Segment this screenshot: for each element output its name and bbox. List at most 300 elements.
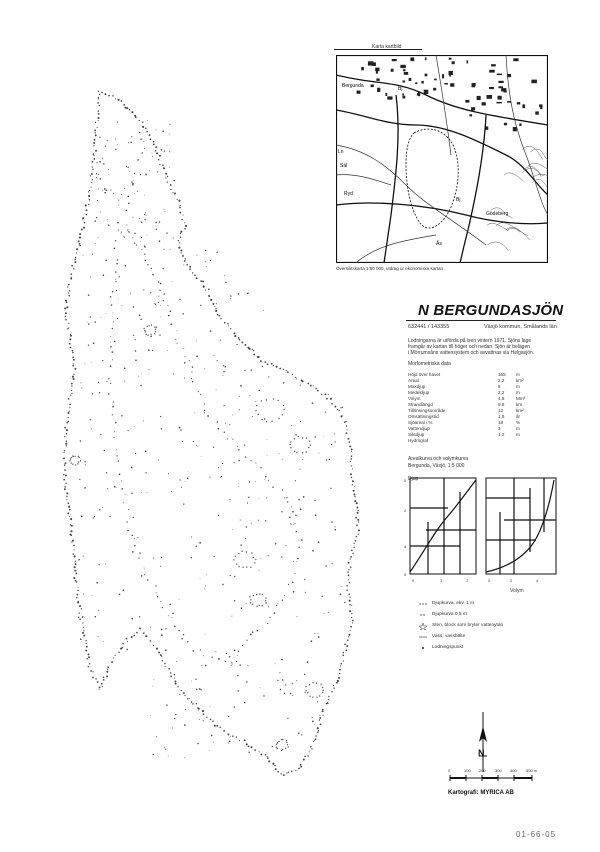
shore-dot — [298, 768, 300, 770]
shore-dot — [268, 480, 269, 481]
shore-dot — [134, 545, 136, 547]
sounding-dot — [204, 589, 205, 590]
sounding-dot — [105, 146, 106, 147]
shore-dot — [71, 385, 72, 386]
sounding-dot — [99, 392, 100, 393]
location-inset-map — [336, 55, 548, 263]
legend-label: Vass, vassbälte — [432, 634, 466, 639]
shore-dot — [339, 669, 341, 671]
shore-dot — [126, 638, 128, 640]
shore-dot — [353, 543, 354, 544]
island-dot — [296, 452, 297, 453]
shore-dot — [191, 371, 192, 372]
shore-dot — [180, 236, 181, 237]
island-dot — [322, 687, 323, 688]
shore-dot — [106, 671, 108, 673]
shore-dot — [110, 336, 111, 337]
shore-dot — [78, 587, 79, 588]
sounding-dot — [198, 446, 199, 447]
shore-dot — [276, 366, 278, 368]
sounding-dot — [94, 516, 95, 517]
shore-dot — [194, 275, 196, 277]
sounding-dot — [191, 536, 192, 537]
shore-dot — [260, 360, 262, 362]
sounding-dot — [208, 289, 210, 291]
sounding-dot — [192, 703, 194, 705]
shore-dot — [348, 636, 349, 637]
island-dot — [305, 451, 306, 452]
shore-dot — [98, 91, 99, 92]
shore-dot — [356, 507, 358, 509]
shore-dot — [239, 740, 240, 741]
shore-dot — [287, 371, 289, 373]
shore-dot — [66, 433, 68, 435]
svg-text:Ryd: Ryd — [344, 191, 353, 197]
island-dot — [273, 398, 274, 399]
shore-dot — [189, 268, 191, 270]
shore-dot — [68, 323, 69, 324]
shore-dot — [351, 549, 353, 551]
shore-dot — [292, 582, 294, 584]
shore-dot — [127, 641, 128, 642]
shore-dot — [167, 182, 168, 183]
sounding-dot — [295, 434, 297, 436]
shore-dot — [132, 237, 133, 238]
shore-dot — [184, 222, 185, 223]
island-dot — [259, 605, 260, 606]
shore-dot — [68, 292, 69, 293]
shore-dot — [178, 630, 180, 632]
sounding-dot — [146, 215, 147, 216]
sounding-dot — [196, 445, 197, 446]
sounding-dot — [326, 459, 327, 460]
shore-dot — [113, 437, 114, 438]
sounding-dot — [96, 582, 98, 584]
shore-dot — [315, 738, 317, 740]
inset-building — [450, 83, 454, 87]
stats-value: 9,6 — [498, 402, 505, 407]
sounding-dot — [161, 629, 163, 631]
sounding-dot — [205, 665, 207, 667]
sounding-dot — [163, 300, 164, 301]
sounding-dot — [314, 500, 315, 501]
shore-dot — [99, 94, 100, 95]
shore-dot — [66, 302, 67, 303]
shore-dot — [307, 755, 309, 757]
sounding-dot — [132, 217, 133, 218]
sounding-dot — [115, 149, 116, 150]
island-dot — [283, 409, 284, 410]
sounding-dot — [252, 416, 253, 417]
inset-building — [417, 93, 419, 95]
sounding-dot — [294, 523, 295, 524]
shore-dot — [77, 594, 79, 596]
shore-dot — [145, 635, 147, 637]
shore-dot — [94, 129, 96, 131]
shore-dot — [91, 182, 92, 183]
sounding-dot — [268, 376, 269, 377]
sounding-dot — [93, 342, 95, 344]
shore-dot — [180, 231, 182, 233]
sounding-dot — [150, 335, 152, 337]
sounding-dot — [240, 544, 241, 545]
stats-value: 5 — [498, 384, 501, 389]
sounding-dot — [258, 390, 260, 392]
sounding-dot — [172, 613, 174, 615]
island-dot — [287, 744, 288, 745]
shore-dot — [70, 530, 72, 532]
shore-dot — [63, 479, 65, 481]
inset-building — [434, 79, 437, 81]
shore-dot — [295, 377, 296, 378]
sounding-dot — [137, 191, 138, 192]
sounding-dot — [85, 363, 86, 364]
sounding-dot — [189, 360, 190, 361]
shore-dot — [113, 321, 114, 322]
island-dot — [302, 437, 303, 438]
stats-label: Sjöareal i % — [408, 420, 433, 425]
sounding-dot — [183, 265, 184, 266]
sounding-dot — [133, 180, 134, 181]
island-dot — [148, 325, 149, 326]
stats-value: 18 — [498, 420, 504, 425]
lake-title: N BERGUNDASJÖN — [418, 302, 564, 319]
shore-dot — [63, 457, 65, 459]
sounding-dot — [213, 447, 214, 448]
shore-dot — [88, 653, 90, 655]
shore-dot — [67, 412, 69, 414]
shore-dot — [352, 620, 354, 622]
shore-dot — [71, 525, 73, 527]
sounding-dot — [140, 385, 142, 387]
sounding-dot — [229, 424, 230, 425]
sounding-dot — [293, 591, 295, 593]
shore-dot — [204, 412, 205, 413]
shore-dot — [91, 173, 93, 175]
shore-dot — [70, 347, 72, 349]
shore-dot — [97, 102, 99, 104]
shore-dot — [203, 713, 205, 715]
sounding-dot — [172, 728, 173, 729]
shore-dot — [99, 105, 100, 106]
sounding-dot — [318, 541, 320, 543]
shore-dot — [65, 443, 67, 445]
shore-dot — [79, 605, 81, 607]
shore-dot — [350, 458, 352, 460]
sounding-dot — [101, 317, 102, 318]
shore-dot — [69, 407, 70, 408]
shore-dot — [113, 401, 114, 402]
shore-dot — [115, 240, 116, 241]
sounding-dot — [125, 265, 127, 267]
shore-dot — [339, 410, 340, 411]
shore-dot — [86, 646, 88, 648]
sounding-dot — [312, 550, 314, 552]
shore-dot — [159, 155, 161, 157]
shore-dot — [293, 524, 294, 525]
shore-dot — [67, 286, 68, 287]
island-dot — [265, 597, 266, 598]
sounding-dot — [317, 633, 318, 634]
shore-dot — [234, 335, 236, 337]
sounding-dot — [237, 675, 238, 676]
sounding-dot — [99, 509, 100, 510]
stats-label: Vattendjup — [408, 426, 430, 431]
shore-dot — [179, 212, 181, 214]
legend-symbol — [418, 600, 428, 608]
shore-dot — [326, 398, 328, 400]
sounding-dot — [98, 382, 99, 383]
shore-dot — [71, 383, 73, 385]
shore-dot — [71, 390, 72, 391]
shore-dot — [203, 287, 204, 288]
shore-dot — [334, 406, 336, 408]
shore-dot — [70, 334, 71, 335]
inset-building — [467, 60, 469, 63]
shore-dot — [350, 626, 352, 628]
inset-building — [403, 96, 406, 99]
shore-dot — [156, 648, 158, 650]
sounding-dot — [133, 335, 134, 336]
sounding-dot — [331, 521, 332, 522]
inset-building — [449, 71, 453, 75]
sounding-dot — [197, 743, 199, 745]
sounding-dot — [279, 672, 280, 673]
sounding-dot — [251, 523, 252, 524]
sounding-dot — [106, 381, 107, 382]
shore-dot — [267, 757, 269, 759]
shore-dot — [354, 500, 356, 502]
shore-dot — [184, 260, 186, 262]
shore-dot — [296, 531, 297, 532]
shore-dot — [98, 98, 99, 99]
shore-dot — [76, 252, 77, 253]
shore-dot — [155, 585, 156, 586]
sounding-dot — [99, 137, 100, 138]
stats-unit: km² — [516, 378, 524, 383]
sounding-dot — [314, 436, 315, 437]
sounding-dot — [153, 557, 154, 558]
sounding-dot — [84, 461, 85, 462]
sounding-dot — [247, 293, 249, 295]
shore-dot — [126, 521, 127, 522]
shore-dot — [333, 688, 334, 689]
sounding-dot — [292, 695, 293, 696]
island-dot — [261, 605, 262, 606]
shore-dot — [82, 217, 84, 219]
shore-dot — [291, 770, 293, 772]
island-dot — [290, 441, 291, 442]
sounding-dot — [229, 656, 231, 658]
shore-dot — [274, 765, 275, 766]
shore-dot — [121, 488, 123, 490]
shore-dot — [65, 312, 67, 314]
island-dot — [75, 456, 76, 457]
shore-dot — [160, 654, 162, 656]
shore-dot — [192, 650, 194, 652]
stats-heading: Morfometriska data — [408, 361, 451, 367]
sounding-dot — [137, 159, 139, 161]
shore-dot — [118, 99, 120, 101]
sounding-dot — [134, 173, 135, 174]
shore-dot — [326, 703, 327, 704]
island-dot — [242, 567, 243, 568]
shore-dot — [254, 749, 256, 751]
shore-dot — [232, 439, 233, 440]
sounding-dot — [138, 376, 139, 377]
stats-unit: km² — [516, 408, 524, 413]
shore-dot — [158, 652, 160, 654]
sounding-dot — [132, 184, 134, 186]
shore-dot — [181, 690, 182, 691]
shore-dot — [69, 411, 70, 412]
sounding-dot — [85, 464, 86, 465]
shore-dot — [291, 506, 292, 507]
inset-building — [513, 58, 518, 61]
sounding-dot — [323, 613, 324, 614]
shore-dot — [64, 427, 66, 429]
sounding-dot — [305, 692, 306, 693]
island-dot — [319, 695, 320, 696]
sounding-dot — [141, 237, 142, 238]
shore-dot — [139, 552, 140, 553]
sounding-dot — [244, 702, 246, 704]
sounding-dot — [131, 136, 132, 137]
inset-building — [433, 88, 436, 91]
shore-dot — [97, 117, 99, 119]
sounding-dot — [192, 366, 193, 367]
shore-dot — [287, 497, 288, 498]
island-dot — [69, 460, 70, 461]
sounding-dot — [314, 633, 315, 634]
sounding-dot — [167, 145, 168, 146]
svg-text:4: 4 — [536, 578, 539, 583]
shore-dot — [118, 461, 119, 462]
sounding-dot — [249, 481, 250, 482]
shore-dot — [98, 97, 99, 98]
shore-dot — [73, 378, 75, 380]
shore-dot — [224, 431, 225, 432]
inset-building — [531, 80, 537, 84]
island-dot — [144, 330, 145, 331]
shore-dot — [349, 604, 350, 605]
shore-dot — [66, 429, 68, 431]
sounding-dot — [335, 526, 336, 527]
sounding-dot — [215, 651, 216, 652]
svg-text:2: 2 — [510, 578, 513, 583]
sounding-dot — [248, 665, 249, 666]
sounding-dot — [127, 195, 129, 197]
stats-label: Maxdjup — [408, 384, 426, 389]
shore-dot — [192, 272, 193, 273]
shore-dot — [347, 571, 349, 573]
shore-dot — [75, 257, 76, 258]
sounding-dot — [298, 499, 300, 501]
inset-building — [415, 82, 417, 84]
shore-dot — [184, 228, 186, 230]
sounding-dot — [298, 733, 300, 735]
island-dot — [145, 331, 146, 332]
sounding-dot — [174, 180, 175, 181]
island-dot — [282, 414, 283, 415]
shore-dot — [98, 113, 100, 115]
inset-building — [491, 64, 496, 66]
island-dot — [78, 457, 79, 458]
sounding-dot — [248, 497, 249, 498]
sounding-dot — [169, 151, 170, 152]
publisher: Kartografi: MYRICA AB — [448, 790, 514, 796]
sounding-dot — [293, 561, 294, 562]
sounding-dot — [193, 441, 194, 442]
shore-dot — [152, 274, 154, 276]
sounding-dot — [183, 634, 185, 636]
sounding-dot — [96, 177, 97, 178]
shore-dot — [171, 617, 172, 618]
shore-dot — [167, 305, 168, 306]
sounding-dot — [196, 689, 198, 691]
sounding-dot — [206, 266, 207, 267]
sounding-dot — [158, 296, 159, 297]
scale-tick-label: 100 — [464, 768, 471, 773]
sounding-dot — [297, 558, 298, 559]
sounding-dot — [80, 382, 81, 383]
shore-dot — [115, 271, 116, 272]
location-map-label: Karta kartbild — [372, 44, 402, 50]
island-dot — [309, 684, 310, 685]
shore-dot — [286, 370, 287, 371]
sounding-dot — [141, 152, 142, 153]
island-dot — [252, 604, 253, 605]
shore-dot — [90, 187, 91, 188]
island-dot — [258, 414, 259, 415]
sounding-dot — [228, 716, 229, 717]
shore-dot — [112, 414, 113, 415]
sounding-dot — [205, 634, 206, 635]
sounding-dot — [154, 303, 155, 304]
legend-item — [418, 611, 558, 622]
sounding-dot — [117, 145, 118, 146]
shore-dot — [128, 509, 129, 510]
shore-dot — [71, 273, 73, 275]
sounding-dot — [280, 689, 281, 690]
island-dot — [322, 692, 323, 693]
shore-dot — [353, 493, 355, 495]
legend — [418, 600, 558, 655]
shore-dot — [70, 534, 72, 536]
stats-label: Tillrinningsområde — [408, 408, 446, 413]
shore-dot — [350, 566, 352, 568]
sounding-dot — [217, 252, 218, 253]
shore-dot — [75, 580, 77, 582]
sounding-dot — [296, 616, 297, 617]
sounding-dot — [236, 661, 237, 662]
sounding-dot — [169, 167, 170, 168]
sounding-dot — [283, 382, 285, 384]
sounding-dot — [110, 190, 111, 191]
shore-dot — [79, 245, 81, 247]
shore-dot — [150, 640, 151, 641]
island-dot — [321, 684, 322, 685]
sounding-dot — [143, 421, 144, 422]
stats-label: Areal — [408, 378, 419, 383]
island-dot — [322, 690, 323, 691]
shore-dot — [95, 150, 97, 152]
sounding-dot — [204, 368, 205, 369]
island-dot — [277, 748, 278, 749]
shore-dot — [115, 422, 117, 424]
island-dot — [78, 456, 79, 457]
shore-dot — [351, 451, 352, 452]
